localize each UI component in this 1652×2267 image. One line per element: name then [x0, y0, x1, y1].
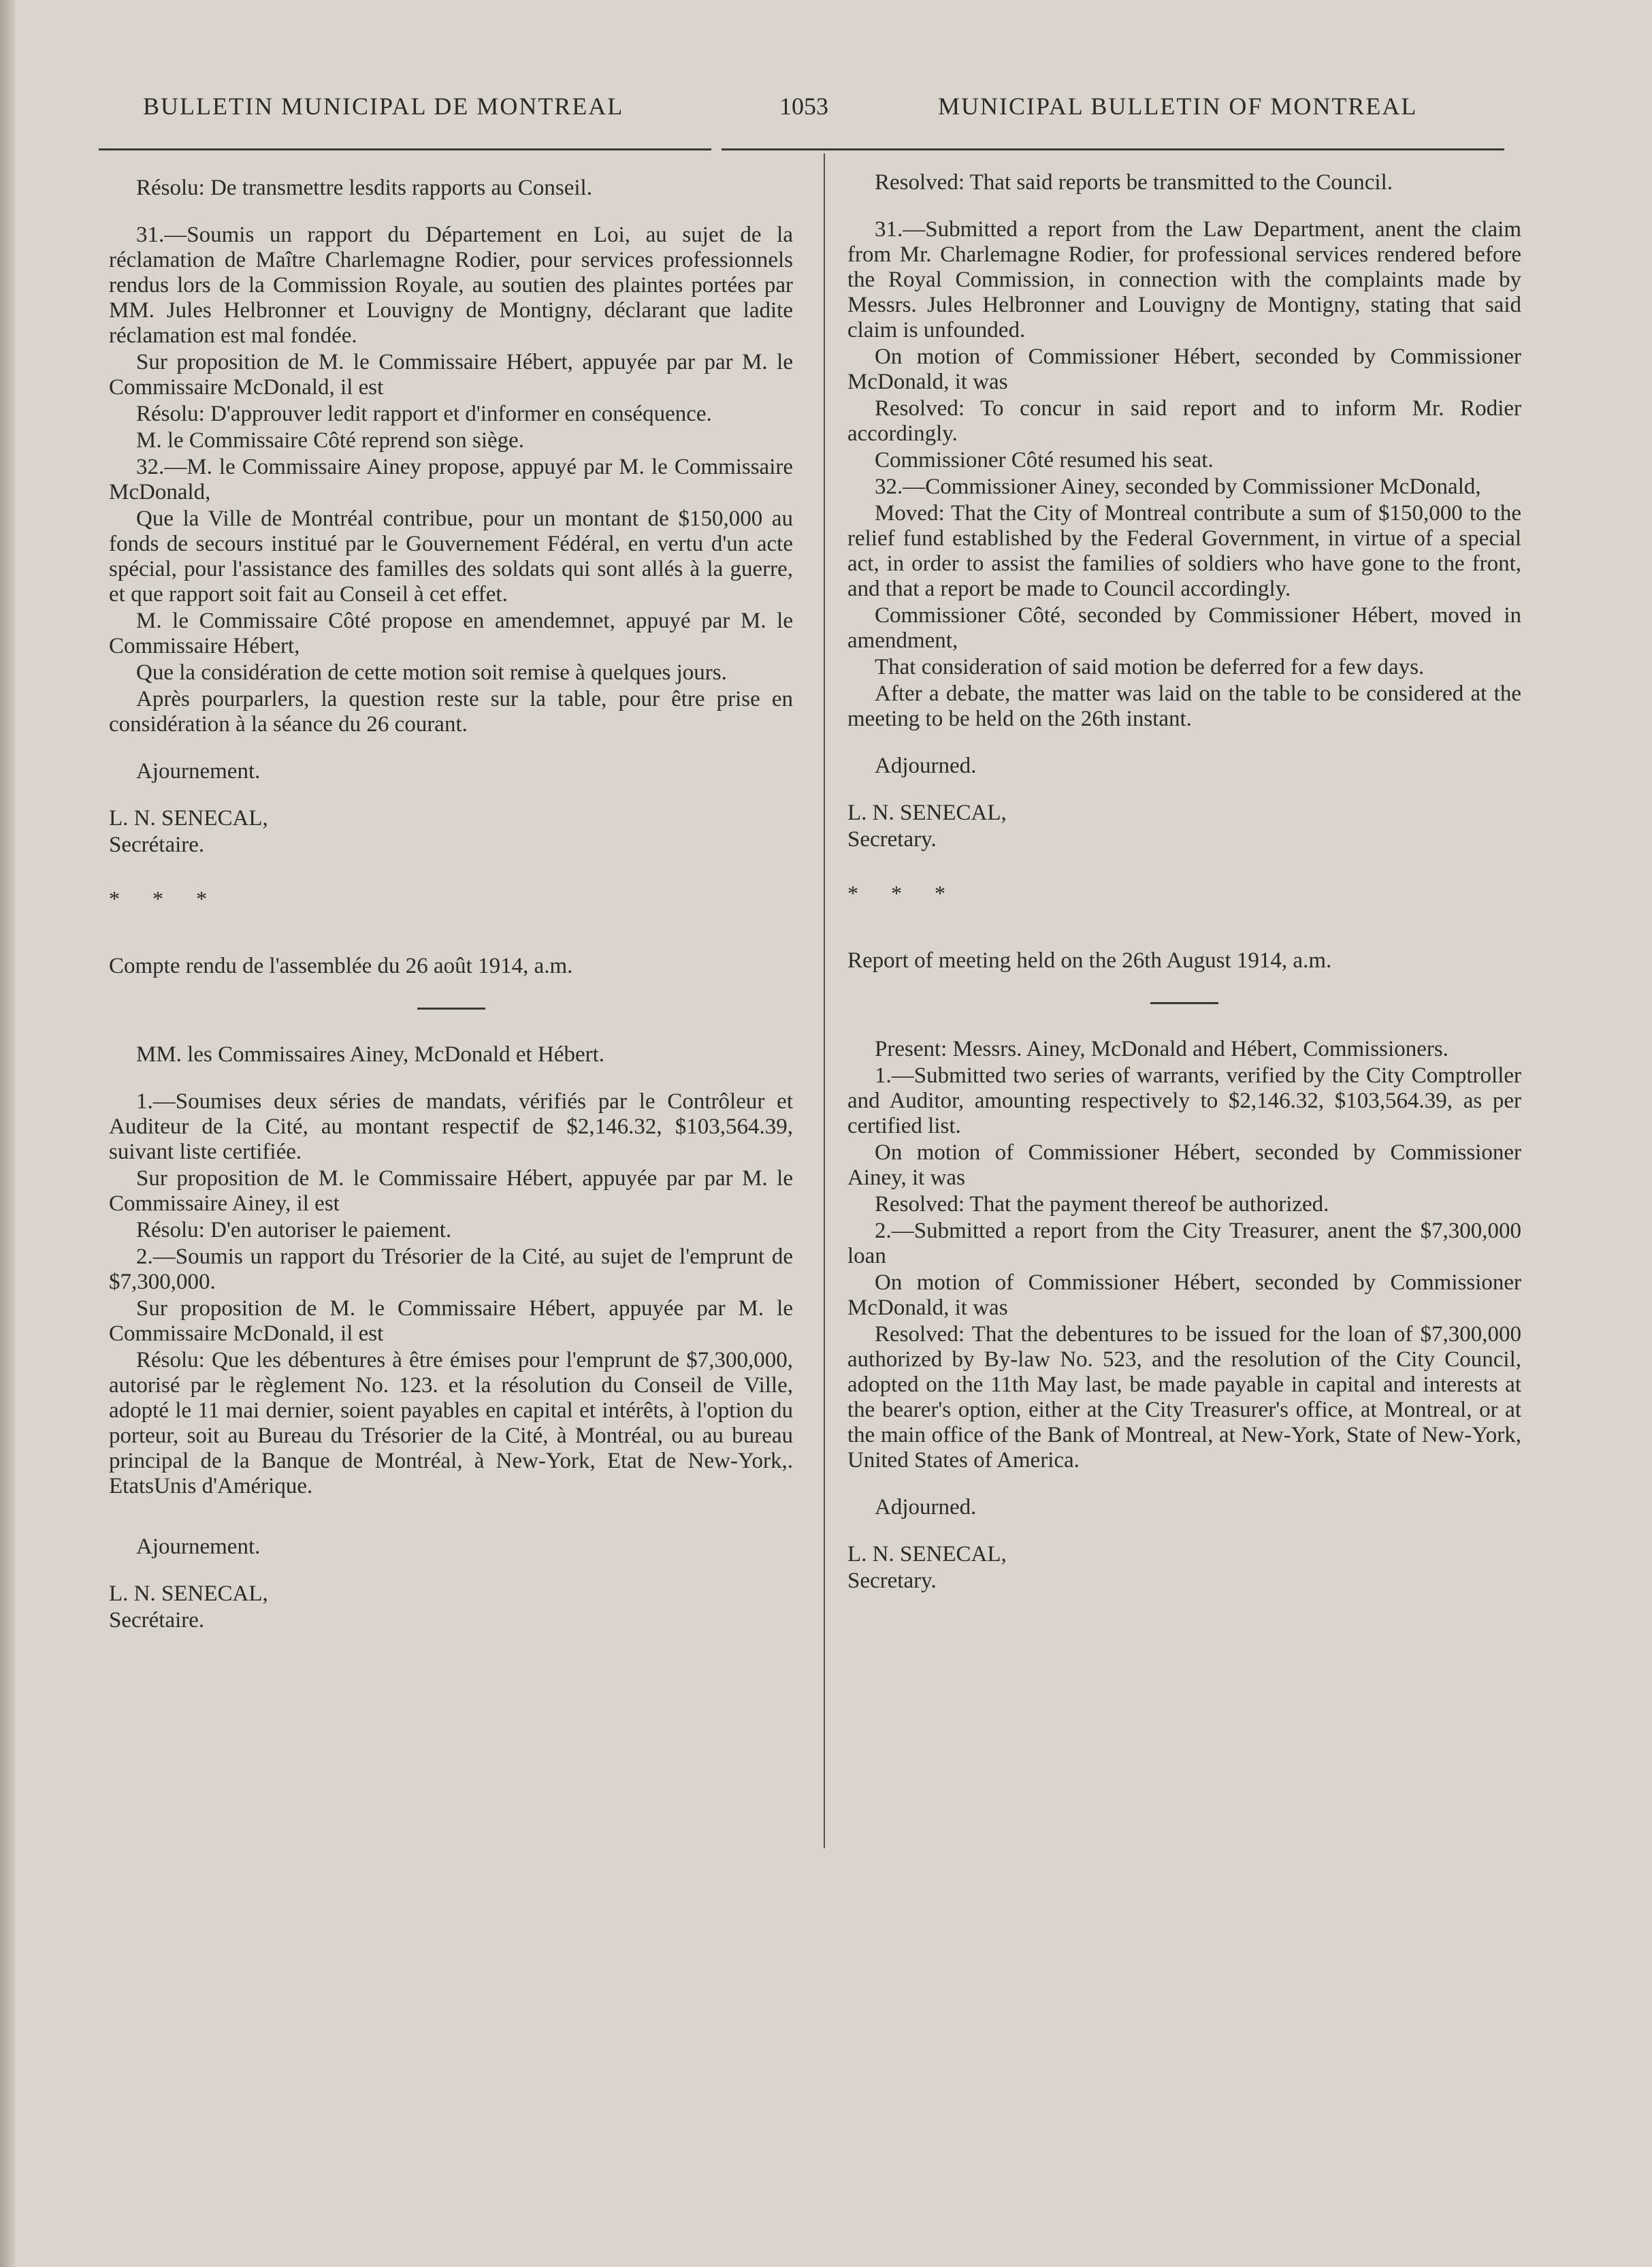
en-amendment: Commissioner Côté, seconded by Commissioner Hébert, moved in amendment,: [847, 603, 1521, 653]
fr-section-stars: * * *: [109, 886, 221, 911]
fr-signature-name-2: L. N. SENECAL,: [109, 1581, 268, 1606]
en-signature-title-1: Secretary.: [847, 827, 937, 852]
en-debate: After a debate, the matter was laid on the table to be considered at the meeting to be held on the 26th instant.: [847, 681, 1521, 731]
fr-motion-31: Sur proposition de M. le Commissaire Hébert, appuyée par par M. le Commissaire McDonald, il est: [109, 350, 793, 400]
fr-debate: Après pourparlers, la question reste sur la table, pour être prise en considération à la séance du 26 courant.: [109, 687, 793, 737]
fr-signature-name-1: L. N. SENECAL,: [109, 806, 268, 831]
fr-item-32: 32.—M. le Commissaire Ainey propose, appuyé par M. le Commissaire McDonald,: [109, 455, 793, 504]
en-section-stars: * * *: [847, 881, 959, 905]
page-number: 1053: [779, 93, 828, 120]
fr-item-1: 1.—Soumises deux séries de mandats, vérifiés par le Contrôleur et Auditeur de la Cité, au montant respectif de $2,146.32, $103,564.39, suivant liste certifiée.: [109, 1089, 793, 1164]
en-adjourned-2: Adjourned.: [875, 1495, 977, 1520]
fr-adjourned-2: Ajournement.: [136, 1534, 261, 1559]
fr-resolved-1: Résolu: D'en autoriser le paiement.: [136, 1218, 452, 1242]
header-right-title: MUNICIPAL BULLETIN OF MONTREAL: [938, 93, 1418, 120]
page-binding-edge: [0, 0, 15, 2267]
fr-motion-2: Sur proposition de M. le Commissaire Hébert, appuyée par M. le Commissaire McDonald, il est: [109, 1296, 793, 1346]
en-motion-31: On motion of Commissioner Hébert, seconded by Commissioner McDonald, it was: [847, 344, 1521, 394]
fr-resolved-2: Résolu: Que les débentures à être émises pour l'emprunt de $7,300,000, autorisé par le règlement No. 123. et la résolution du Conseil de Ville, adopté le 11 mai dernier, soient payables en capital et intérêts, à l'option du porteur, soit au Bureau du Trésorier de la Cité, à Montréal, ou au bureau principal de la Banque de Montréal, à New-York, Etat de New-York,. EtatsUnis d'Amérique.: [109, 1348, 793, 1498]
fr-signature-title-2: Secrétaire.: [109, 1608, 205, 1633]
fr-amendment: M. le Commissaire Côté propose en amendemnet, appuyé par M. le Commissaire Hébert,: [109, 609, 793, 658]
en-present: Present: Messrs. Ainey, McDonald and Hébert, Commissioners.: [875, 1037, 1448, 1061]
en-signature-title-2: Secretary.: [847, 1569, 937, 1593]
column-divider: [824, 153, 825, 1848]
french-column: [109, 176, 793, 1635]
en-signature-name-2: L. N. SENECAL,: [847, 1542, 1007, 1566]
fr-item-2: 2.—Soumis un rapport du Trésorier de la Cité, au sujet de l'emprunt de $7,300,000.: [109, 1244, 793, 1294]
fr-present: MM. les Commissaires Ainey, McDonald et Hébert.: [136, 1042, 605, 1067]
en-item-2: 2.—Submitted a report from the City Treasurer, anent the $7,300,000 loan: [847, 1219, 1521, 1268]
fr-meeting-heading: Compte rendu de l'assemblée du 26 août 1914, a.m.: [109, 954, 573, 978]
fr-deferral: Que la considération de cette motion soit remise à quelques jours.: [136, 660, 727, 685]
fr-adjourned-1: Ajournement.: [136, 759, 261, 784]
header-rule-right: [722, 148, 1504, 150]
fr-proposal-32: Que la Ville de Montréal contribue, pour un montant de $150,000 au fonds de secours institué par le Gouvernement Fédéral, en vertu d'un acte spécial, pour l'assistance des familles des soldats qui sont allés à la guerre, et que rapport soit fait au Conseil à cet effet.: [109, 507, 793, 607]
fr-signature-title-1: Secrétaire.: [109, 833, 205, 857]
en-resolved-1: Resolved: That the payment thereof be authorized.: [875, 1192, 1329, 1217]
fr-item-31: 31.—Soumis un rapport du Département en Loi, au sujet de la réclamation de Maître Charlemagne Rodier, pour services professionnels rendus lors de la Commission Royale, au soutien des plaintes portées par MM. Jules Helbronner et Louvigny de Montigny, déclarant que ladite réclamation est mal fondée.: [109, 223, 793, 348]
en-item-1: 1.—Submitted two series of warrants, verified by the City Comptroller and Auditor, amounting respectively to $2,146.32, $103,564.39, as per certified list.: [847, 1063, 1521, 1138]
en-motion-1: On motion of Commissioner Hébert, seconded by Commissioner Ainey, it was: [847, 1140, 1521, 1190]
en-resolved-31: Resolved: To concur in said report and to inform Mr. Rodier accordingly.: [847, 396, 1521, 446]
header-rule-left: [99, 148, 711, 150]
english-column: [847, 170, 1521, 1595]
en-resolved-transmit: Resolved: That said reports be transmitted to the Council.: [875, 170, 1393, 195]
header-left-title: BULLETIN MUNICIPAL DE MONTREAL: [143, 93, 624, 120]
en-moved-32: Moved: That the City of Montreal contribute a sum of $150,000 to the relief fund established by the Federal Government, in virtue of a special act, in order to assist the families of soldiers who have gone to the front, and that a report be made to Council accordingly.: [847, 501, 1521, 601]
en-item-32: 32.—Commissioner Ainey, seconded by Commissioner McDonald,: [875, 475, 1481, 499]
fr-resolved-transmit: Résolu: De transmettre lesdits rapports au Conseil.: [136, 176, 592, 200]
en-item-31: 31.—Submitted a report from the Law Department, anent the claim from Mr. Charlemagne Rodier, for professional services rendered before the Royal Commission, in connection with the complaints made by Messrs. Jules Helbronner and Louvigny de Montigny, stating that said claim is unfounded.: [847, 217, 1521, 342]
en-motion-2: On motion of Commissioner Hébert, seconded by Commissioner McDonald, it was: [847, 1270, 1521, 1320]
en-deferral: That consideration of said motion be deferred for a few days.: [875, 655, 1425, 679]
fr-cote-seat: M. le Commissaire Côté reprend son siège.: [136, 428, 525, 453]
en-cote-seat: Commissioner Côté resumed his seat.: [875, 448, 1214, 472]
fr-resolved-31: Résolu: D'approuver ledit rapport et d'informer en conséquence.: [136, 402, 712, 426]
fr-motion-1: Sur proposition de M. le Commissaire Hébert, appuyée par par M. le Commissaire Ainey, il est: [109, 1166, 793, 1216]
en-meeting-heading: Report of meeting held on the 26th August 1914, a.m.: [847, 948, 1332, 973]
en-adjourned-1: Adjourned.: [875, 754, 977, 778]
en-resolved-2: Resolved: That the debentures to be issued for the loan of $7,300,000 authorized by By-law No. 523, and the resolution of the City Council, adopted on the 11th May last, be made payable in capital and interests at the bearer's option, either at the City Treasurer's office, at Montreal, or at the main office of the Bank of Montreal, at New-York, State of New-York, United States of America.: [847, 1322, 1521, 1473]
en-signature-name-1: L. N. SENECAL,: [847, 801, 1007, 825]
